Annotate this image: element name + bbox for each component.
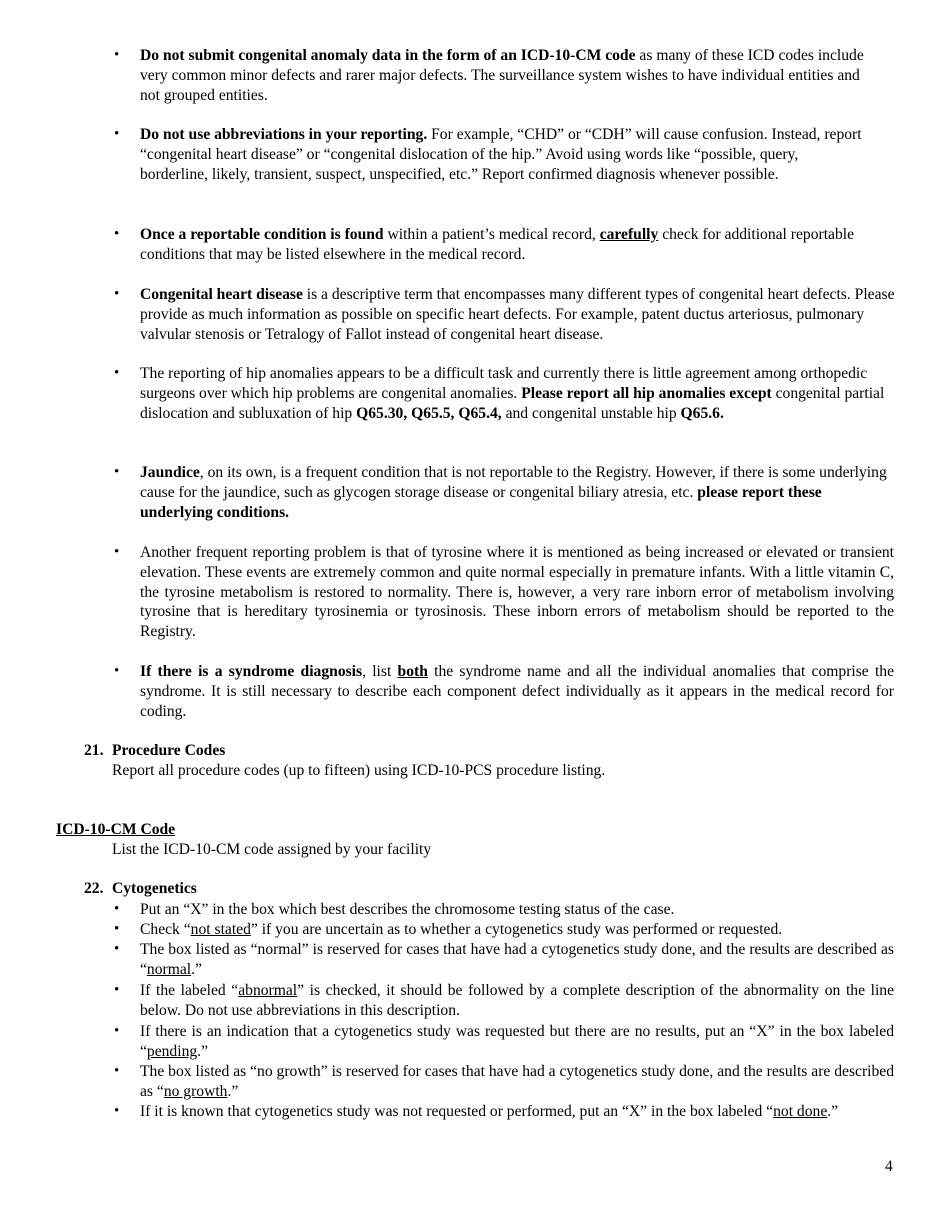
- text-run: ” if you are uncertain as to whether a cytogenetics study was performed or requested.: [250, 921, 783, 938]
- text-run: Congenital heart disease: [140, 286, 303, 303]
- bullet-text: [140, 662, 894, 721]
- text-run: within a patient’s medical record,: [383, 226, 600, 243]
- text-run: Check “: [140, 921, 191, 938]
- bullet-text: [140, 285, 896, 344]
- bullet-icon: •: [114, 1023, 120, 1039]
- bullet-icon: •: [114, 921, 120, 937]
- text-run: check for additional reportable conditions that may be listed elsewhere in the medical record.: [140, 226, 854, 263]
- section-21-number: 21.: [84, 742, 104, 759]
- text-run: The reporting of hip anomalies appears to be a difficult task and currently there is little agreement among orthopedic surgeons over which hip problems are congenital anomalies.: [140, 365, 868, 402]
- bullet-item: [114, 981, 895, 1021]
- bullet-item: [114, 543, 894, 642]
- bullet-item: [114, 225, 880, 265]
- section-21-title: Procedure Codes: [112, 742, 226, 759]
- bullet-text: [140, 225, 880, 265]
- bullet-item: [114, 1062, 894, 1102]
- section-22-title: Cytogenetics: [112, 880, 197, 897]
- icd-code-body: List the ICD-10-CM code assigned by your facility: [112, 841, 432, 858]
- text-run: ” is checked, it should be followed by a complete description of the abnormality on the line below. Do not use abbreviations in this description.: [140, 982, 895, 1019]
- text-run: Jaundice: [140, 464, 200, 481]
- bullet-icon: •: [114, 544, 120, 560]
- bullet-text: [140, 463, 896, 522]
- bullet-item: [114, 285, 896, 344]
- text-run: carefully: [599, 226, 659, 243]
- text-run: Please report all hip anomalies except: [521, 384, 772, 402]
- text-run: , on its own, is a frequent condition that is not reportable to the Registry. However, if there is some underlying cause for the jaundice, such as glycogen storage disease or congenital biliary atresia, etc.: [140, 464, 887, 501]
- text-run: both: [397, 663, 428, 680]
- text-run: If there is a syndrome diagnosis: [140, 663, 363, 680]
- text-run: Q65.6.: [680, 404, 724, 422]
- text-run: Do not use abbreviations in your reporting.: [140, 126, 428, 143]
- bullet-item: [114, 662, 894, 721]
- text-run: congenital partial dislocation and subluxation of hip: [140, 384, 885, 422]
- text-run: pending: [146, 1042, 198, 1060]
- bullet-icon: •: [114, 663, 120, 679]
- bullet-icon: •: [114, 1103, 120, 1119]
- text-run: If there is an indication that a cytogenetics study was requested but there are no results, put an “X” in the box labeled “: [140, 1023, 894, 1060]
- text-run: abnormal: [238, 982, 298, 999]
- text-run: Q65.30, Q65.5, Q65.4,: [356, 404, 502, 422]
- text-run: please report these underlying conditions.: [140, 483, 822, 521]
- bullet-text: [140, 543, 894, 642]
- text-run: The box listed as “normal” is reserved for cases that have had a cytogenetics study done, and the results are described as “: [140, 941, 894, 978]
- bullet-item: [114, 920, 894, 940]
- bullet-text: [140, 125, 870, 184]
- text-run: Put an “X” in the box which best describes the chromosome testing status of the case.: [140, 901, 675, 918]
- text-run: Do not submit congenital anomaly data in the form of an ICD-10-CM code: [140, 47, 636, 64]
- bullet-icon: •: [114, 47, 120, 63]
- text-run: not stated: [190, 921, 251, 938]
- text-run: the syndrome name and all the individual anomalies that comprise the syndrome. It is still necessary to describe each component defect individually as it appears in the medical record for coding.: [140, 663, 894, 720]
- bullet-text: [140, 1102, 894, 1122]
- text-run: normal: [146, 960, 192, 978]
- text-run: If the labeled “: [140, 982, 239, 999]
- page-number: 4: [885, 1158, 893, 1175]
- text-run: Once a reportable condition is found: [140, 226, 384, 243]
- text-run: not done: [773, 1103, 828, 1120]
- bullet-text: [140, 1022, 894, 1062]
- text-run: For example, “CHD” or “CDH” will cause confusion. Instead, report “congenital heart disease” or “congenital dislocation of the hip.” Avoid using words like “possible, query, borderline, likely, transient, suspect, unspecified, etc.” Report confirmed diagnosis whenever possible.: [140, 126, 862, 183]
- bullet-icon: •: [114, 126, 120, 142]
- bullet-icon: •: [114, 365, 120, 381]
- bullet-item: [114, 46, 880, 105]
- bullet-icon: •: [114, 464, 120, 480]
- bullet-icon: •: [114, 1063, 120, 1079]
- text-run: If it is known that cytogenetics study was not requested or performed, put an “X” in the box labeled “: [140, 1103, 774, 1120]
- text-run: .”: [197, 1042, 208, 1060]
- bullet-text: [140, 940, 894, 980]
- text-run: no growth: [163, 1082, 228, 1100]
- bullet-text: [140, 920, 894, 940]
- bullet-text: [140, 46, 880, 105]
- bullet-text: [140, 1062, 894, 1102]
- bullet-text: [140, 981, 894, 1021]
- text-run: , list: [362, 663, 398, 680]
- bullet-item: [114, 940, 894, 980]
- text-run: The box listed as “no growth” is reserved for cases that have had a cytogenetics study done, and the results are described as “: [140, 1063, 894, 1100]
- text-run: and congenital unstable hip: [501, 404, 681, 422]
- text-run: .”: [227, 1082, 239, 1100]
- bullet-item: [114, 900, 894, 920]
- icd-code-heading: ICD-10-CM Code: [56, 821, 176, 838]
- bullet-item: [114, 1102, 894, 1122]
- text-run: .”: [827, 1103, 839, 1120]
- bullet-item: [114, 364, 885, 423]
- bullet-icon: •: [114, 941, 120, 957]
- bullet-item: [114, 1022, 894, 1062]
- bullet-text: [140, 364, 885, 423]
- bullet-item: [114, 463, 896, 522]
- bullet-icon: •: [114, 226, 120, 242]
- bullet-text: [140, 900, 894, 920]
- bullet-icon: •: [114, 982, 120, 998]
- bullet-icon: •: [114, 286, 120, 302]
- section-22-number: 22.: [84, 880, 104, 897]
- text-run: is a descriptive term that encompasses many different types of congenital heart defects. Please provide as much information as possible on specific heart defects. For example, patent ductus arteriosus, pulmonary valvular stenosis or Tetralogy of Fallot instead of congenital heart disease.: [140, 286, 895, 343]
- text-run: .”: [191, 960, 202, 978]
- section-21-body: Report all procedure codes (up to fifteen) using ICD-10-PCS procedure listing.: [112, 762, 606, 779]
- bullet-icon: •: [114, 901, 120, 917]
- text-run: as many of these ICD codes include very common minor defects and rarer major defects. The surveillance system wishes to have individual entities and not grouped entities.: [140, 47, 864, 104]
- bullet-item: [114, 125, 870, 184]
- text-run: Another frequent reporting problem is that of tyrosine where it is mentioned as being increased or elevated or transient elevation. These events are extremely common and quite normal especially in premature infants. With a little vitamin C, the tyrosine metabolism is restored to normality. There is, however, a very rare inborn error of metabolism involving tyrosine that is hereditary tyrosinemia or tyrosinosis. These inborn errors of metabolism should be reported to the Registry.: [140, 544, 894, 641]
